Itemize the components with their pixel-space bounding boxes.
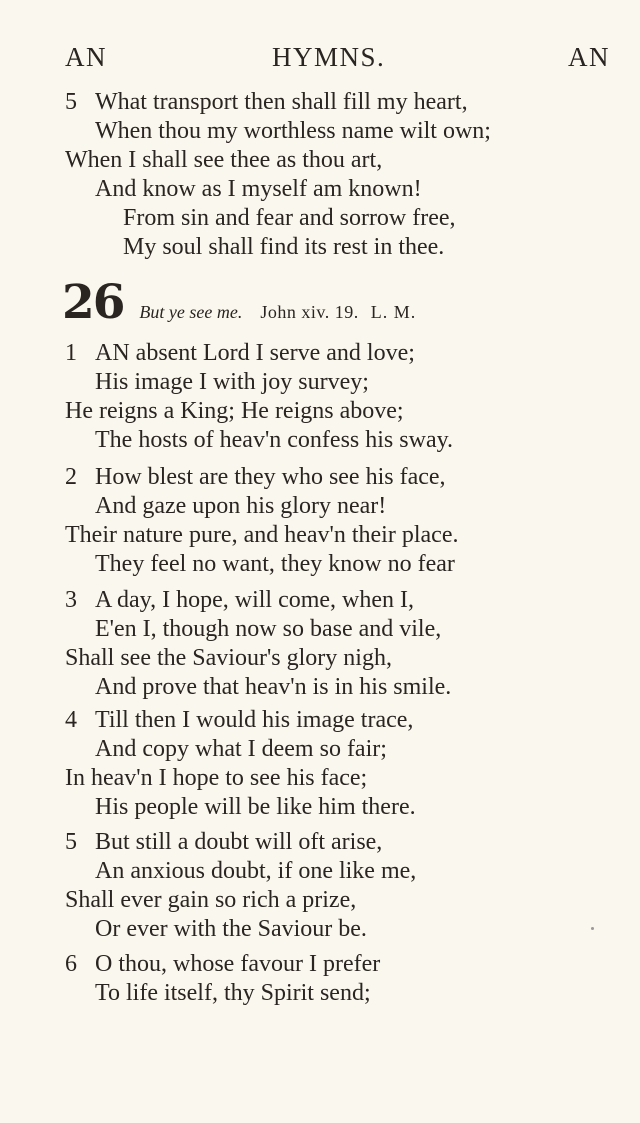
- stanza-line: And prove that heav'n is in his smile.: [95, 674, 452, 700]
- stanza-line: An anxious doubt, if one like me,: [95, 858, 417, 884]
- stanza-line-text: But still a doubt will oft arise,: [95, 829, 383, 855]
- stanza-line: The hosts of heav'n confess his sway.: [95, 427, 454, 453]
- stanza-line: Shall see the Saviour's glory nigh,: [65, 645, 392, 671]
- running-head-right: AN: [568, 42, 610, 72]
- hymn-scripture-text: But ye see me.: [139, 302, 243, 322]
- stanza-number: 3: [65, 587, 77, 613]
- running-head-left: AN: [65, 42, 107, 72]
- stanza-line: [0, 950, 380, 979]
- stanza-line: And gaze upon his glory near!: [95, 493, 387, 519]
- stanza-line-text: A day, I hope, will come, when I,: [95, 587, 415, 613]
- stanza-line: [0, 463, 446, 492]
- stanza-number: 5: [65, 89, 77, 115]
- stanza-line: His people will be like him there.: [95, 794, 416, 820]
- stanza-line: Shall ever gain so rich a prize,: [65, 887, 357, 913]
- stanza-number: 2: [65, 464, 77, 490]
- hymn-number: 26: [62, 275, 124, 330]
- stanza-line: [0, 339, 415, 368]
- paper-speck: [591, 927, 594, 930]
- stanza-line: [0, 586, 414, 615]
- stanza-line: From sin and fear and sorrow free,: [123, 205, 456, 231]
- stanza-number: 1: [65, 340, 77, 366]
- stanza-line: My soul shall find its rest in thee.: [123, 234, 445, 260]
- stanza-line: E'en I, though now so base and vile,: [95, 616, 442, 642]
- hymn-meter: L. M.: [370, 302, 417, 322]
- stanza-line-text: Till then I would his image trace,: [95, 707, 414, 733]
- stanza-line: [0, 828, 382, 857]
- stanza-line: [0, 88, 468, 117]
- running-head-title: HYMNS.: [272, 42, 386, 72]
- running-head: [0, 42, 640, 76]
- stanza-line: When thou my worthless name wilt own;: [95, 118, 491, 144]
- stanza-number: 6: [65, 951, 77, 977]
- stanza-line: Or ever with the Saviour be.: [95, 916, 367, 942]
- stanza-line: [0, 706, 413, 735]
- stanza-line: His image I with joy survey;: [95, 369, 369, 395]
- stanza-line-text: How blest are they who see his face,: [95, 464, 446, 490]
- stanza-number: 5: [65, 829, 77, 855]
- stanza-line: And copy what I deem so fair;: [95, 736, 387, 762]
- stanza-line-text: AN absent Lord I serve and love;: [95, 340, 415, 366]
- stanza-number: 4: [65, 707, 77, 733]
- stanza-line: When I shall see thee as thou art,: [65, 147, 383, 173]
- stanza-line: He reigns a King; He reigns above;: [65, 398, 404, 424]
- hymn-scripture-reference: John xiv. 19.: [260, 302, 359, 322]
- stanza-line: They feel no want, they know no fear: [95, 551, 455, 577]
- stanza-line: To life itself, thy Spirit send;: [95, 980, 371, 1006]
- stanza-line-text: What transport then shall fill my heart,: [95, 89, 468, 115]
- stanza-line-text: O thou, whose favour I prefer: [95, 951, 381, 977]
- stanza-line: And know as I myself am known!: [95, 176, 422, 202]
- stanza-line: In heav'n I hope to see his face;: [65, 765, 368, 791]
- stanza-line: Their nature pure, and heav'n their place.: [65, 522, 459, 548]
- hymn-heading: [62, 275, 417, 330]
